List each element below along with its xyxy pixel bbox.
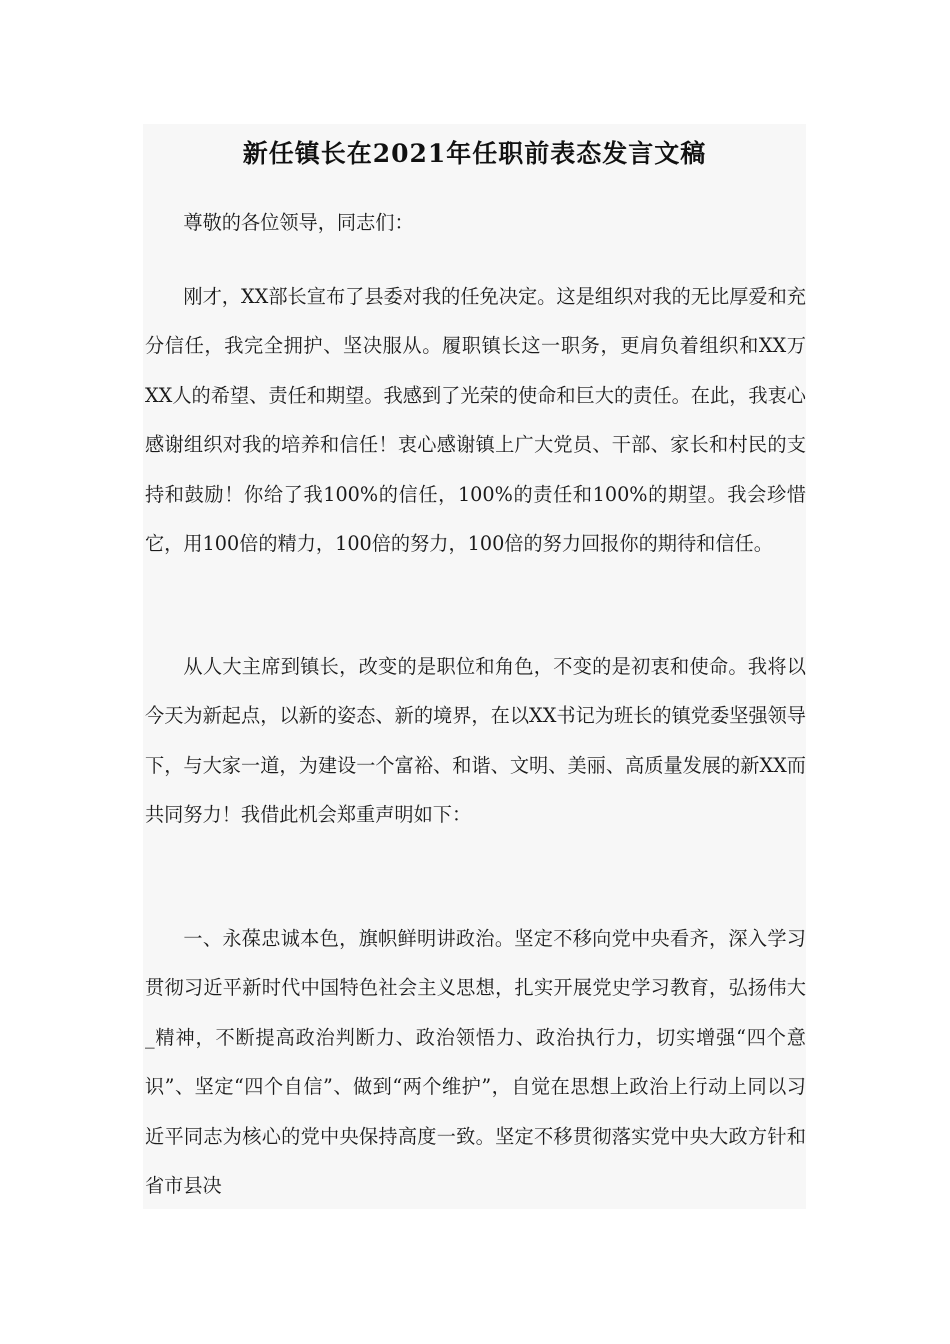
body-paragraph: 从人大主席到镇长，改变的是职位和角色，不变的是初衷和使命。我将以今天为新起点，以新的姿态、新的境界，在以XX书记为班长的镇党委坚强领导下，与大家一道，为建设一个富裕、和谐、文明、美丽、高质量发展的新XX而共同努力！我借此机会郑重声明如下： bbox=[145, 655, 806, 827]
body-paragraph: 一、永葆忠诚本色，旗帜鲜明讲政治。坚定不移向党中央看齐，深入学习贯彻习近平新时代中国特色社会主义思想，扎实开展党史学习教育，弘扬伟大_精神，不断提高政治判断力、政治领悟力、政治执行力，切实增强“四个意识”、坚定“四个自信”、做到“两个维护”，自觉在思想上政治上行动上同以习近平同志为核心的党中央保持高度一致。坚定不移贯彻落实党中央大政方针和省市县决 bbox=[145, 927, 806, 1198]
document-body bbox=[143, 124, 806, 1209]
document-title: 新任镇长在2021年任职前表态发言文稿 bbox=[242, 139, 707, 168]
body-paragraph: 刚才，XX部长宣布了县委对我的任免决定。这是组织对我的无比厚爱和充分信任，我完全拥护、坚决服从。履职镇长这一职务，更肩负着组织和XX万XX人的希望、责任和期望。我感到了光荣的使命和巨大的责任。在此，我衷心感谢组织对我的培养和信任！衷心感谢镇上广大党员、干部、家长和村民的支持和鼓励！你给了我100%的信任，100%的责任和100%的期望。我会珍惜它，用100倍的精力，100倍的努力，100倍的努力回报你的期待和信任。 bbox=[145, 285, 806, 556]
salutation-paragraph: 尊敬的各位领导，同志们： bbox=[183, 211, 414, 234]
